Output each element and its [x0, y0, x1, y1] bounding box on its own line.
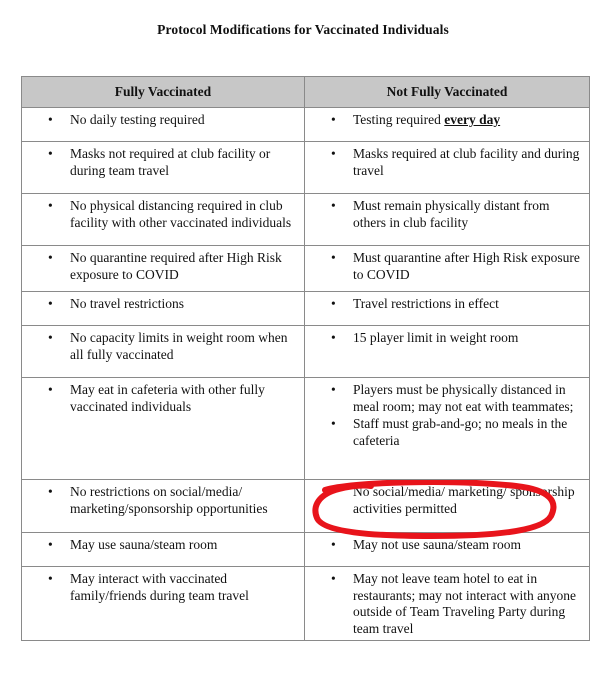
table-row: [22, 108, 590, 142]
not-fully-vaccinated-cell: [305, 567, 590, 641]
fully-vaccinated-cell: [22, 480, 305, 533]
table-row: [22, 378, 590, 480]
not-fully-vaccinated-cell: [305, 533, 590, 567]
item-text: Masks not required at club facility or during team travel: [70, 146, 271, 178]
table-row: [22, 567, 590, 641]
item-text: Must remain physically distant from others in club facility: [353, 198, 550, 230]
item-text: Must quarantine after High Risk exposure to COVID: [353, 250, 580, 282]
table-row: [22, 326, 590, 378]
list-item: [30, 112, 298, 129]
not-fully-vaccinated-cell: [305, 378, 590, 480]
bullet-icon: •: [331, 146, 336, 161]
item-text: No restrictions on social/media/ marketing/sponsorship opportunities: [70, 484, 268, 516]
column-header-fully-vaccinated: Fully Vaccinated: [22, 77, 305, 108]
not-fully-vaccinated-cell: [305, 326, 590, 378]
item-text: May interact with vaccinated family/friends during team travel: [70, 571, 249, 603]
list-item: [313, 571, 583, 637]
bullet-icon: •: [48, 484, 53, 499]
fully-vaccinated-cell: [22, 142, 305, 194]
not-fully-vaccinated-cell: [305, 480, 590, 533]
item-text: May eat in cafeteria with other fully vaccinated individuals: [70, 382, 265, 414]
list-item: [313, 484, 583, 517]
item-text: Testing required: [353, 112, 445, 127]
bullet-icon: •: [331, 112, 336, 127]
list-item: [30, 484, 298, 517]
item-text: Masks required at club facility and during travel: [353, 146, 580, 178]
item-text: No social/media/ marketing/ sponsorship activities permitted: [353, 484, 575, 516]
item-text: Staff must grab-and-go; no meals in the cafeteria: [353, 416, 568, 448]
list-item: [313, 250, 583, 283]
item-emphasis: every day: [444, 112, 501, 127]
bullet-icon: •: [331, 571, 336, 586]
item-text: No daily testing required: [70, 112, 205, 127]
bullet-icon: •: [331, 416, 336, 431]
not-fully-vaccinated-cell: [305, 194, 590, 246]
item-text: No capacity limits in weight room when all fully vaccinated: [70, 330, 288, 362]
column-header-not-fully-vaccinated: Not Fully Vaccinated: [305, 77, 590, 108]
bullet-icon: •: [331, 198, 336, 213]
fully-vaccinated-cell: [22, 567, 305, 641]
bullet-icon: •: [331, 382, 336, 397]
fully-vaccinated-cell: [22, 292, 305, 326]
list-item: [313, 537, 583, 554]
bullet-icon: •: [48, 296, 53, 311]
item-text: No physical distancing required in club facility with other vaccinated individuals: [70, 198, 292, 230]
list-item: [313, 416, 583, 449]
list-item: [30, 198, 298, 231]
fully-vaccinated-cell: [22, 533, 305, 567]
bullet-icon: •: [48, 146, 53, 161]
bullet-icon: •: [331, 250, 336, 265]
list-item: [30, 146, 298, 179]
list-item: [30, 537, 298, 554]
item-text: May not use sauna/steam room: [353, 537, 521, 552]
item-text: Travel restrictions in effect: [353, 296, 499, 311]
list-item: [30, 571, 298, 604]
table-row: [22, 480, 590, 533]
protocol-table: [21, 76, 590, 641]
list-item: [30, 250, 298, 283]
fully-vaccinated-cell: [22, 378, 305, 480]
fully-vaccinated-cell: [22, 194, 305, 246]
not-fully-vaccinated-cell: [305, 108, 590, 142]
item-text: Players must be physically distanced in meal room; may not eat with teammates;: [353, 382, 574, 414]
not-fully-vaccinated-cell: [305, 246, 590, 292]
item-text: No quarantine required after High Risk exposure to COVID: [70, 250, 282, 282]
fully-vaccinated-cell: [22, 246, 305, 292]
table-row: [22, 142, 590, 194]
item-text: 15 player limit in weight room: [353, 330, 519, 345]
bullet-icon: •: [331, 330, 336, 345]
item-text: No travel restrictions: [70, 296, 184, 311]
table-row: [22, 292, 590, 326]
list-item: [313, 198, 583, 231]
bullet-icon: •: [48, 250, 53, 265]
list-item: [313, 112, 583, 129]
bullet-icon: •: [331, 296, 336, 311]
list-item: [30, 330, 298, 363]
bullet-icon: •: [48, 537, 53, 552]
bullet-icon: •: [48, 382, 53, 397]
table-row: [22, 533, 590, 567]
list-item: [30, 296, 298, 313]
item-text: May use sauna/steam room: [70, 537, 218, 552]
list-item: [313, 330, 583, 347]
bullet-icon: •: [48, 112, 53, 127]
table-row: [22, 194, 590, 246]
bullet-icon: •: [331, 537, 336, 552]
bullet-icon: •: [48, 571, 53, 586]
page-title: Protocol Modifications for Vaccinated Individuals: [157, 22, 449, 37]
list-item: [313, 296, 583, 313]
fully-vaccinated-cell: [22, 326, 305, 378]
bullet-icon: •: [331, 484, 336, 499]
table-row: [22, 246, 590, 292]
table-header: [22, 77, 590, 108]
not-fully-vaccinated-cell: [305, 142, 590, 194]
list-item: [313, 382, 583, 415]
bullet-icon: •: [48, 198, 53, 213]
fully-vaccinated-cell: [22, 108, 305, 142]
not-fully-vaccinated-cell: [305, 292, 590, 326]
item-text: May not leave team hotel to eat in restaurants; may not interact with anyone outside of Team Traveling Party during team travel: [353, 571, 577, 636]
bullet-icon: •: [48, 330, 53, 345]
list-item: [30, 382, 298, 415]
list-item: [313, 146, 583, 179]
header-row: [22, 77, 590, 108]
